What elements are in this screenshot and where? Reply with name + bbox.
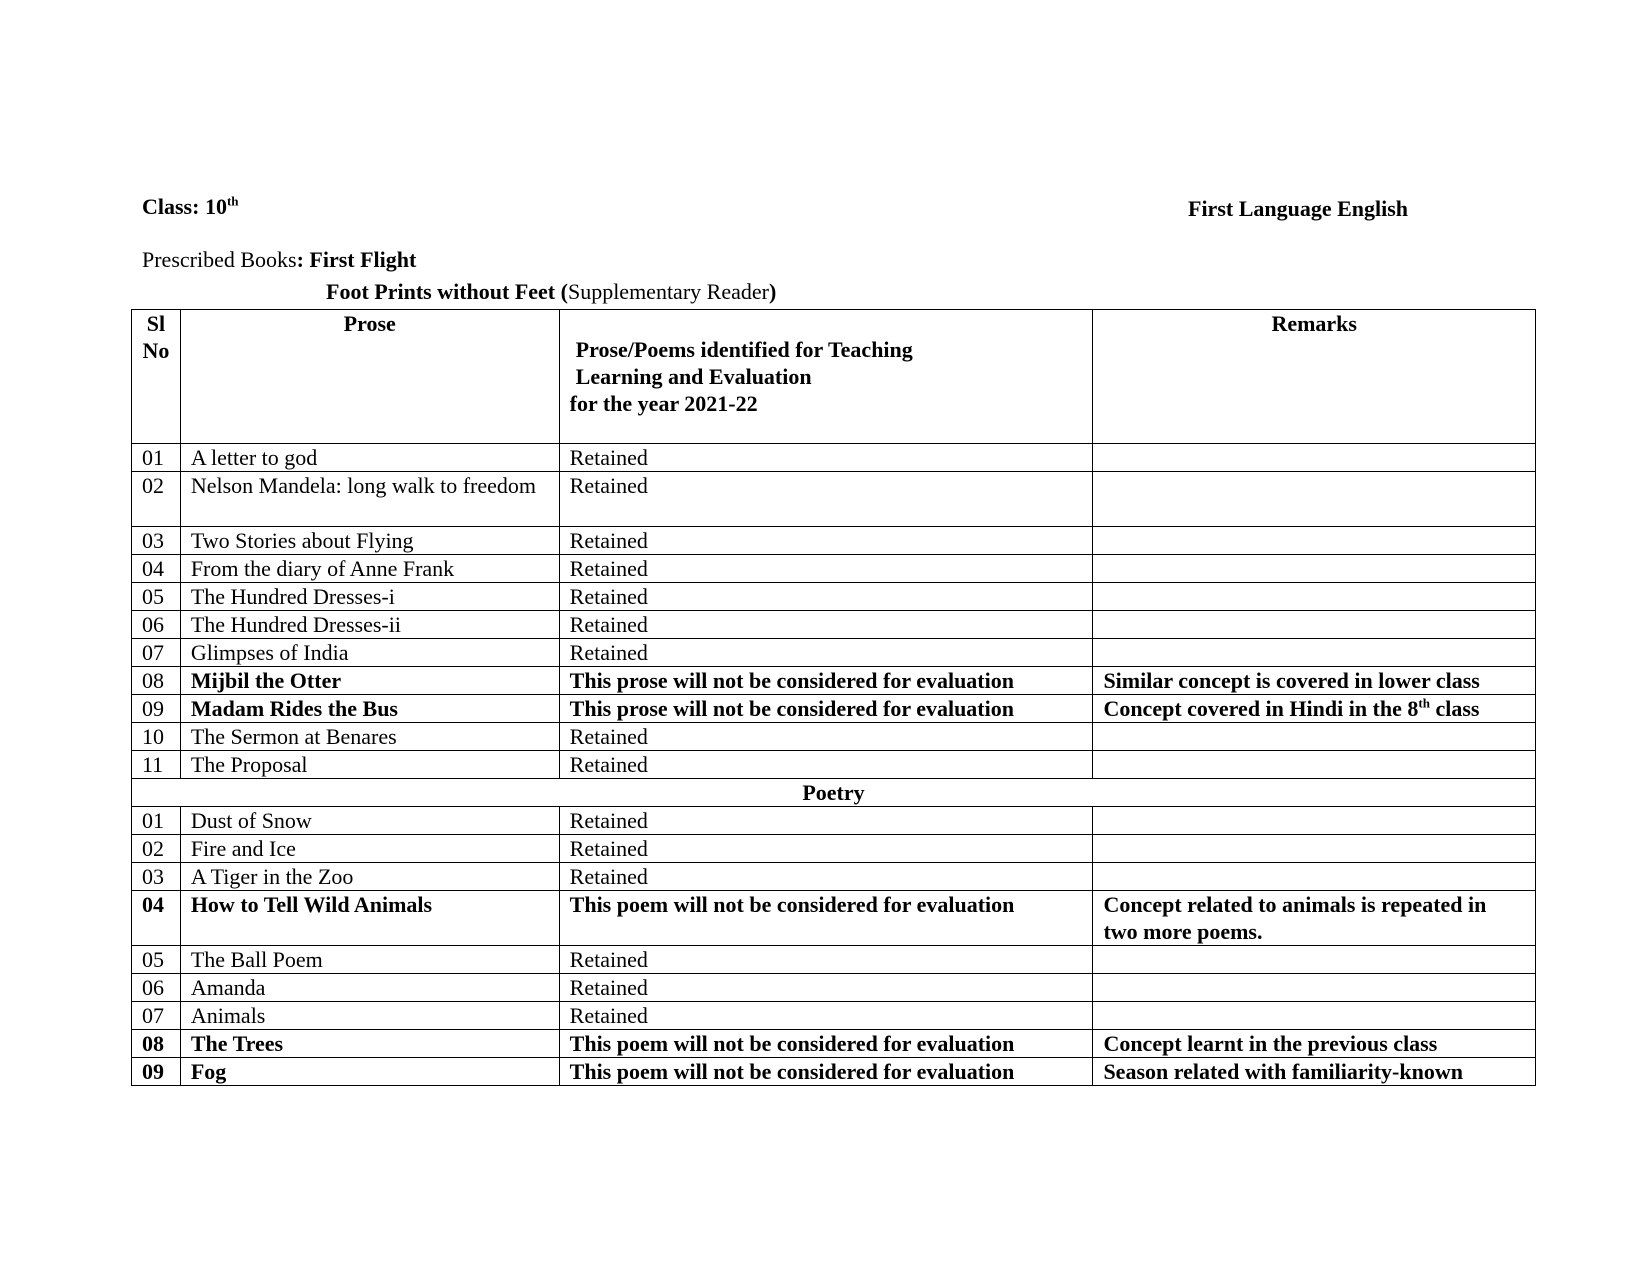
header-identified: [559, 310, 1093, 444]
cell-sl-no: 06: [132, 611, 181, 639]
poetry-section: [132, 807, 1536, 1086]
subject-heading: First Language English: [1188, 196, 1409, 221]
table-row: [132, 611, 1536, 639]
cell-status: This poem will not be considered for evaluation: [559, 1058, 1093, 1086]
header-identified-line-1: Prose/Poems identified for Teaching: [575, 337, 913, 362]
cell-sl-no: 04: [132, 555, 181, 583]
cell-sl-no: 08: [132, 667, 181, 695]
table-row: [132, 946, 1536, 974]
header-sl-no: Sl No: [132, 310, 181, 444]
table-row: [132, 891, 1536, 946]
section-row-poetry: [132, 779, 1536, 807]
table-row: [132, 723, 1536, 751]
cell-sl-no: 04: [132, 891, 181, 946]
cell-title: Fog: [180, 1058, 559, 1086]
class-superscript: th: [226, 193, 239, 209]
cell-title: The Hundred Dresses-i: [180, 583, 559, 611]
cell-sl-no: 08: [132, 1030, 181, 1058]
table-row: [132, 1058, 1536, 1086]
cell-remarks: [1093, 863, 1536, 891]
header-identified-line-3: for the year 2021-22: [569, 391, 758, 416]
cell-status: Retained: [559, 611, 1093, 639]
cell-sl-no: 07: [132, 1002, 181, 1030]
table-row: [132, 555, 1536, 583]
cell-remarks: Concept related to animals is repeated in two more poems.: [1093, 891, 1536, 946]
supplementary-book-title: Foot Prints without Feet (: [326, 279, 568, 304]
cell-title: Mijbil the Otter: [180, 667, 559, 695]
header-remarks: Remarks: [1093, 310, 1536, 444]
cell-sl-no: 09: [132, 1058, 181, 1086]
poetry-section-heading: [132, 779, 1536, 807]
cell-remarks: [1093, 444, 1536, 472]
cell-remarks: [1093, 583, 1536, 611]
cell-status: Retained: [559, 946, 1093, 974]
table-row: [132, 863, 1536, 891]
cell-title: Animals: [180, 1002, 559, 1030]
cell-sl-no: 03: [132, 527, 181, 555]
cell-sl-no: 01: [132, 807, 181, 835]
syllabus-table: [131, 309, 1536, 1086]
header-identified-line-2: Learning and Evaluation: [575, 364, 812, 389]
table-row: [132, 695, 1536, 723]
cell-title: Glimpses of India: [180, 639, 559, 667]
supplementary-close: ): [768, 279, 777, 304]
remarks-text: Concept covered in Hindi in the 8: [1103, 696, 1419, 721]
table-row: [132, 527, 1536, 555]
cell-title: A letter to god: [180, 444, 559, 472]
supplementary-note: Supplementary Reader: [567, 279, 769, 304]
cell-title: Madam Rides the Bus: [180, 695, 559, 723]
cell-remarks: Concept learnt in the previous class: [1093, 1030, 1536, 1058]
cell-title: Fire and Ice: [180, 835, 559, 863]
cell-remarks: [1093, 751, 1536, 779]
cell-sl-no: 02: [132, 472, 181, 527]
remarks-superscript: th: [1418, 695, 1430, 711]
cell-remarks: [1093, 723, 1536, 751]
table-row: [132, 1002, 1536, 1030]
table-row: [132, 444, 1536, 472]
cell-title: Nelson Mandela: long walk to freedom: [180, 472, 559, 527]
prose-section: [132, 444, 1536, 779]
supplementary-book: [326, 279, 776, 305]
table-row: [132, 974, 1536, 1002]
table-row: [132, 835, 1536, 863]
cell-status: Retained: [559, 583, 1093, 611]
table-row: [132, 472, 1536, 527]
cell-sl-no: 05: [132, 583, 181, 611]
cell-status: Retained: [559, 863, 1093, 891]
table-row: [132, 639, 1536, 667]
prescribed-books: [142, 247, 416, 273]
cell-remarks: [1093, 695, 1536, 723]
table-header-row: [132, 310, 1536, 444]
remarks-tail: class: [1429, 696, 1480, 721]
cell-remarks: [1093, 611, 1536, 639]
cell-title: Two Stories about Flying: [180, 527, 559, 555]
cell-sl-no: 10: [132, 723, 181, 751]
cell-remarks: [1093, 1002, 1536, 1030]
cell-title: The Proposal: [180, 751, 559, 779]
header-prose: Prose: [180, 310, 559, 444]
cell-sl-no: 05: [132, 946, 181, 974]
cell-title: Dust of Snow: [180, 807, 559, 835]
cell-status: Retained: [559, 555, 1093, 583]
cell-status: This poem will not be considered for evaluation: [559, 891, 1093, 946]
cell-status: Retained: [559, 751, 1093, 779]
table-row: [132, 667, 1536, 695]
cell-remarks: [1093, 527, 1536, 555]
cell-remarks: Season related with familiarity-known: [1093, 1058, 1536, 1086]
cell-sl-no: 03: [132, 863, 181, 891]
cell-title: A Tiger in the Zoo: [180, 863, 559, 891]
cell-title: The Hundred Dresses-ii: [180, 611, 559, 639]
cell-title: The Ball Poem: [180, 946, 559, 974]
prescribed-label: Prescribed Books: [142, 247, 297, 272]
table-row: [132, 1030, 1536, 1058]
cell-status: Retained: [559, 974, 1093, 1002]
cell-status: This prose will not be considered for evaluation: [559, 695, 1093, 723]
cell-remarks: [1093, 807, 1536, 835]
cell-sl-no: 02: [132, 835, 181, 863]
cell-status: Retained: [559, 723, 1093, 751]
cell-title: How to Tell Wild Animals: [180, 891, 559, 946]
cell-status: Retained: [559, 639, 1093, 667]
cell-sl-no: 11: [132, 751, 181, 779]
cell-remarks: [1093, 946, 1536, 974]
prescribed-book-title: : First Flight: [296, 247, 417, 272]
cell-status: Retained: [559, 472, 1093, 527]
cell-remarks: [1093, 974, 1536, 1002]
cell-remarks: [1093, 639, 1536, 667]
cell-title: The Sermon at Benares: [180, 723, 559, 751]
cell-remarks: Similar concept is covered in lower class: [1093, 667, 1536, 695]
cell-sl-no: 06: [132, 974, 181, 1002]
cell-status: This poem will not be considered for evaluation: [559, 1030, 1093, 1058]
class-heading: [142, 194, 239, 220]
table-row: [132, 583, 1536, 611]
cell-status: Retained: [559, 527, 1093, 555]
cell-title: Amanda: [180, 974, 559, 1002]
cell-remarks: [1093, 472, 1536, 527]
cell-status: Retained: [559, 807, 1093, 835]
class-label: Class: 10: [142, 194, 227, 219]
table-row: [132, 807, 1536, 835]
cell-status: Retained: [559, 1002, 1093, 1030]
table-row: [132, 751, 1536, 779]
cell-title: The Trees: [180, 1030, 559, 1058]
cell-sl-no: 01: [132, 444, 181, 472]
cell-sl-no: 09: [132, 695, 181, 723]
cell-title: From the diary of Anne Frank: [180, 555, 559, 583]
cell-status: Retained: [559, 835, 1093, 863]
cell-sl-no: 07: [132, 639, 181, 667]
cell-status: Retained: [559, 444, 1093, 472]
cell-remarks: [1093, 835, 1536, 863]
cell-status: This prose will not be considered for evaluation: [559, 667, 1093, 695]
poetry-label: Poetry: [132, 779, 1536, 807]
cell-remarks: [1093, 555, 1536, 583]
